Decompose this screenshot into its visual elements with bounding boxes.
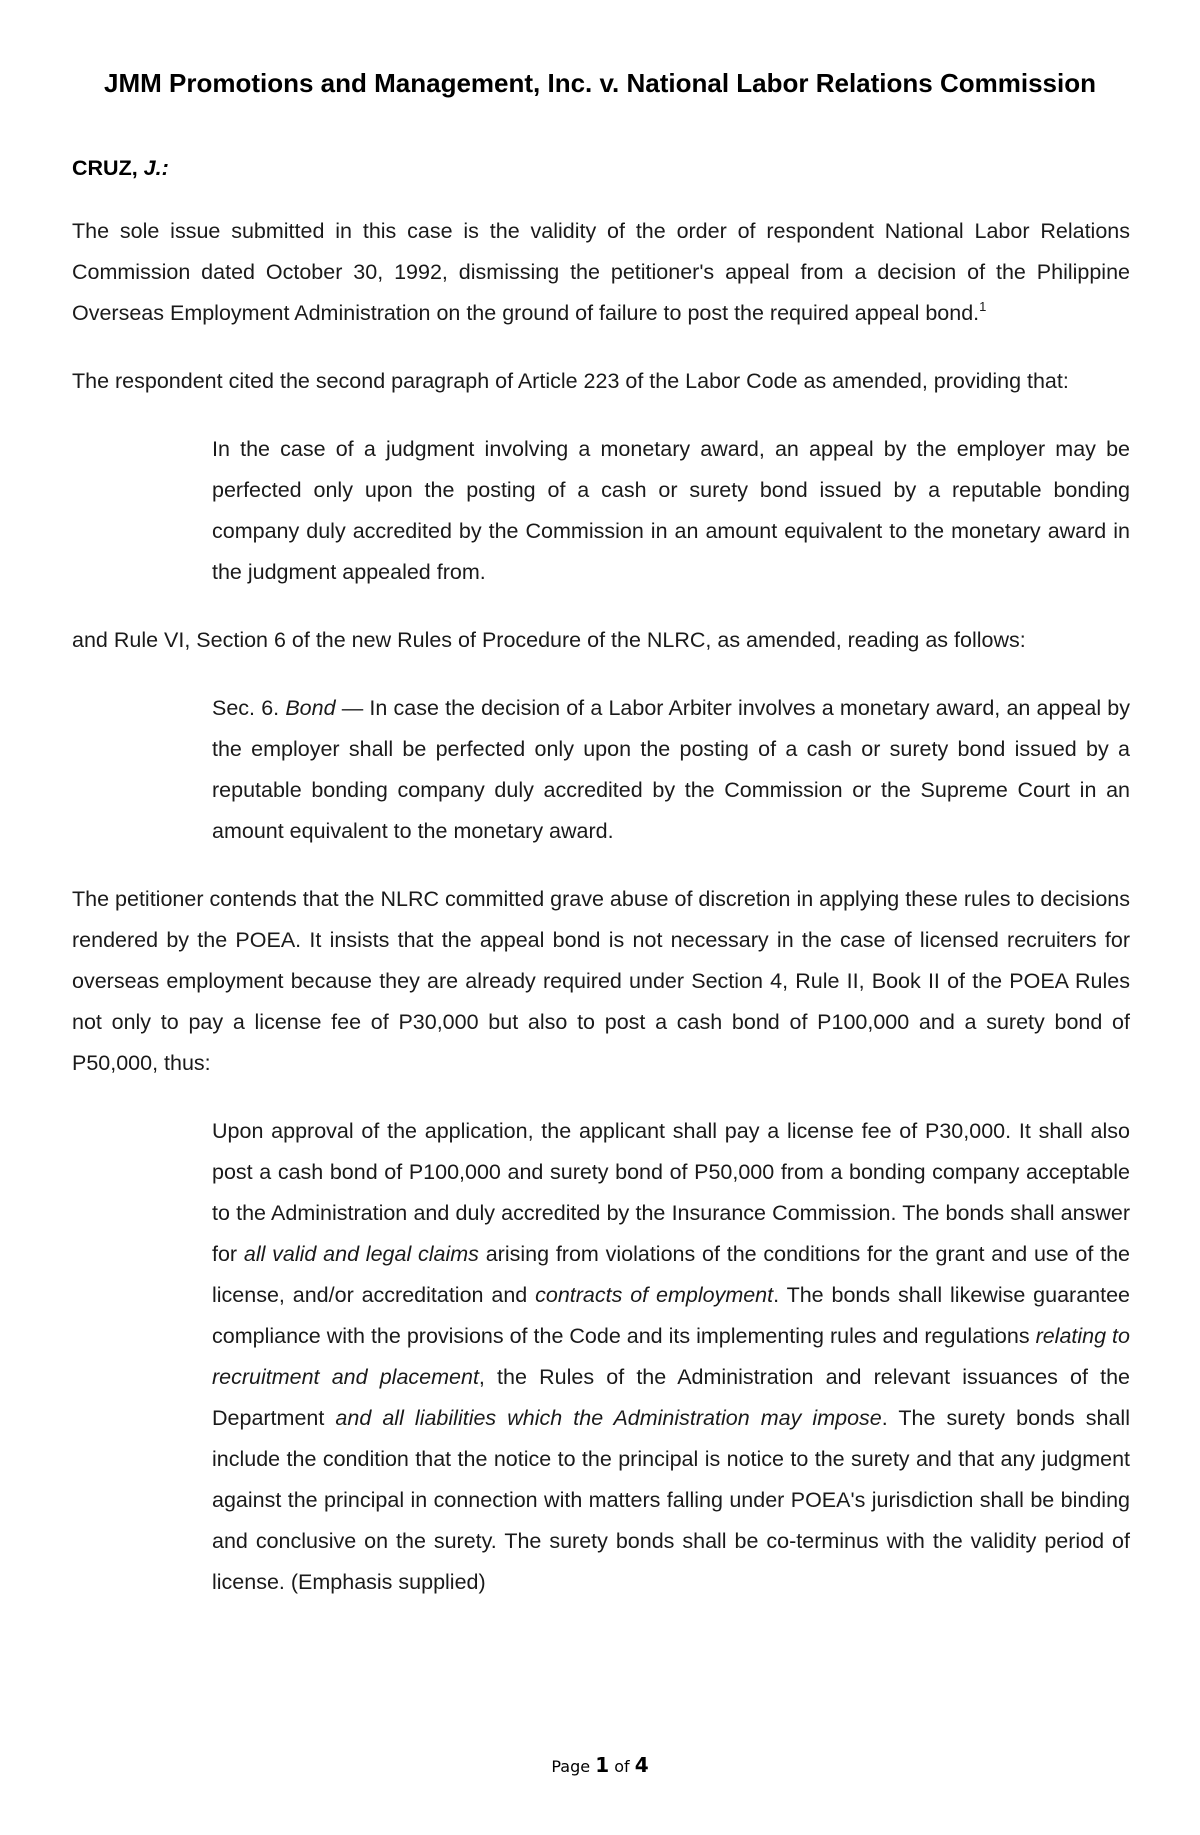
section-number: Sec. 6. [212, 696, 286, 720]
section-heading: Bond [285, 696, 336, 720]
paragraph-1-text: The sole issue submitted in this case is the validity of the order of respondent National Labor Relations Commission dated October 30, 1992, dismissing the petitioner's appeal from a decision of the Philippine Overseas Employment Administration on the ground of failure to post the required appeal bond. [72, 219, 1130, 325]
quote-text: Upon approval of the application, the applicant shall pay a license fee of P30,000. It shall also post a cash bond of P100,000 and surety bond of P50,000 from a bonding company acceptable to the Administration and duly accredited by the Insurance Commission. The bonds shall answer for [212, 1119, 1130, 1266]
emphasis-text: all valid and legal claims [243, 1242, 479, 1266]
paragraph-1 [72, 211, 1130, 334]
author-name: CRUZ, [72, 156, 144, 180]
quote-text: arising from violations of the conditions for the grant and use of the license, and/or accreditation and [212, 1242, 1130, 1307]
total-pages: 4 [634, 1753, 649, 1777]
block-quote-poea-rules [212, 1111, 1130, 1603]
quote-text: . The surety bonds shall include the condition that the notice to the principal is notice to the surety and that any judgment against the principal in connection with matters falling under POEA's jurisdiction shall be binding and conclusive on the surety. The surety bonds shall be co-terminus with the validity period of license. (Emphasis supplied) [212, 1406, 1130, 1594]
quote-text: . The bonds shall likewise guarantee compliance with the provisions of the Code and its implementing rules and regulations [212, 1283, 1131, 1348]
page-footer [0, 1753, 1200, 1777]
paragraph-2: The respondent cited the second paragraph of Article 223 of the Labor Code as amended, providing that: [72, 369, 1069, 393]
paragraph-3: and Rule VI, Section 6 of the new Rules of Procedure of the NLRC, as amended, reading as follows: [72, 628, 1026, 652]
emphasis-text: contracts of employment [535, 1283, 774, 1307]
page-label: Page [551, 1757, 596, 1776]
footnote-ref[interactable]: 1 [979, 299, 987, 314]
section-text: — In case the decision of a Labor Arbiter involves a monetary award, an appeal by the employer shall be perfected only upon the posting of a cash or surety bond issued by a reputable bonding company duly accredited by the Commission or the Supreme Court in an amount equivalent to the monetary award. [212, 696, 1130, 843]
author-title: J.: [143, 156, 169, 180]
author-line [72, 148, 1130, 189]
quote-text: , the Rules of the Administration and relevant issuances of the Department [212, 1365, 1130, 1430]
block-quote-article-223: In the case of a judgment involving a monetary award, an appeal by the employer may be perfected only upon the posting of a cash or surety bond issued by a reputable bonding company duly accredited by the Commission in an amount equivalent to the monetary award in the judgment appealed from. [212, 437, 1130, 584]
paragraph-4: The petitioner contends that the NLRC committed grave abuse of discretion in applying these rules to decisions rendered by the POEA. It insists that the appeal bond is not necessary in the case of licensed recruiters for overseas employment because they are already required under Section 4, Rule II, Book II of the POEA Rules not only to pay a license fee of P30,000 but also to post a cash bond of P100,000 and a surety bond of P50,000, thus: [72, 887, 1130, 1075]
emphasis-text: and all liabilities which the Administration may impose [335, 1406, 882, 1430]
of-label: of [609, 1757, 635, 1776]
emphasis-text: relating to recruitment and placement [212, 1324, 1130, 1389]
document-body [72, 148, 1130, 1603]
block-quote-rule-vi [212, 688, 1130, 852]
page-number: 1 [595, 1753, 610, 1777]
document-title: JMM Promotions and Management, Inc. v. National Labor Relations Commission [104, 68, 1096, 98]
